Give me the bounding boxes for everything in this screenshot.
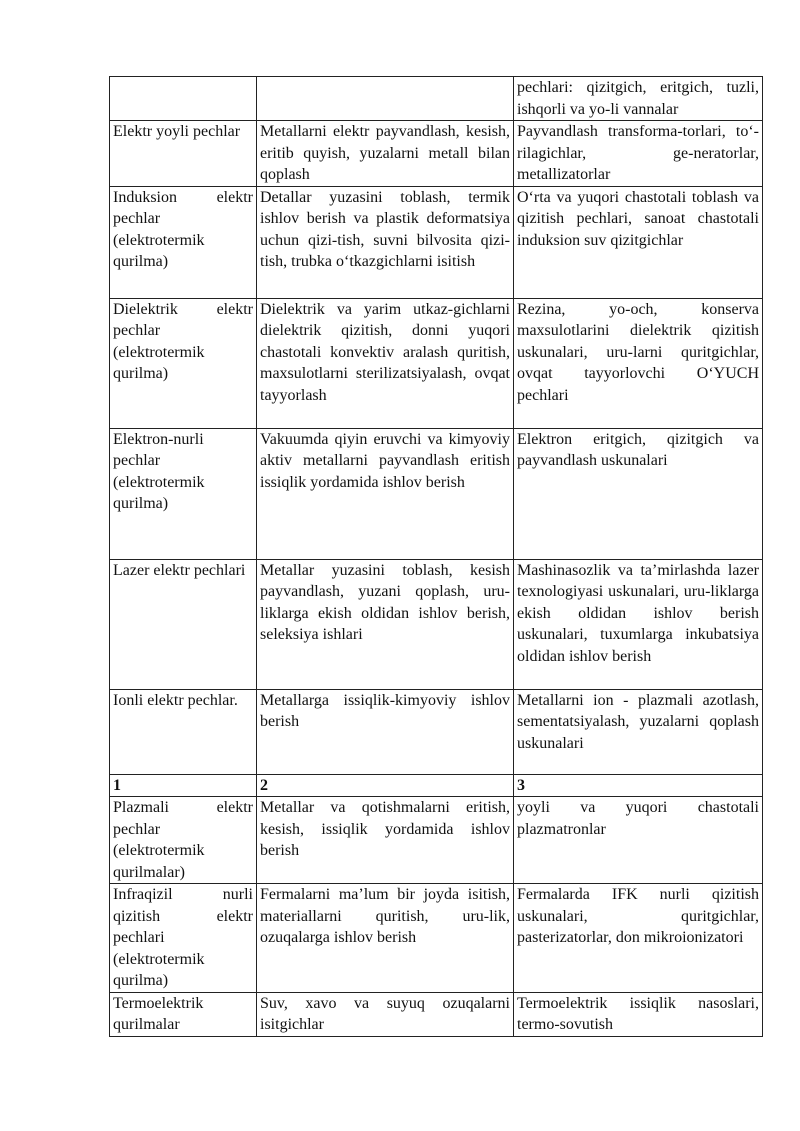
table-cell-equipment: O‘rta va yuqori chastotali toblash va qizitish pechlari, sanoat chastotali induksion suv qizitgichlar [514,186,763,298]
table-row [110,77,763,121]
table-row [110,121,763,187]
table-cell-equipment: Mashinasozlik va ta’mirlashda lazer texnologiyasi uskunalari, uru-liklarga ekish oldidan ishlov berish uskunalari, tuxumlarga inkubatsiya oldidan ishlov berish [514,559,763,689]
table-cell-equipment: Metallarni ion - plazmali azotlash, sementatsiyalash, yuzalarni qoplash uskunalari [514,689,763,774]
table-cell-type: Induksion elektr pechlar (elektrotermik qurilma) [110,186,257,298]
table-cell-application: Metallarga issiqlik-kimyoviy ishlov berish [257,689,514,774]
table-cell-application: Detallar yuzasini toblash, termik ishlov berish va plastik deformatsiya uchun qizi-tish, suvni bilvosita qizi-tish, trubka o‘tkazgichlarni isitish [257,186,514,298]
table-cell-application: Metallarni elektr payvandlash, kesish, eritib quyish, yuzalarni metall bilan qoplash [257,121,514,187]
table-cell-application: Dielektrik va yarim utkaz-gichlarni dielektrik qizitish, donni yuqori chastotali konvektiv aralash quritish, maxsulotlarni sterilizatsiyalash, ovqat tayyorlash [257,298,514,428]
table-cell-equipment: Fermalarda IFK nurli qizitish uskunalari, quritgichlar, pasterizatorlar, don mikroionizatori [514,884,763,993]
table-row [110,298,763,428]
table-cell-application: Metallar yuzasini toblash, kesish payvandlash, yuzani qoplash, uru-liklarga ekish oldidan ishlov berish, seleksiya ishlari [257,559,514,689]
table-cell-equipment: yoyli va yuqori chastotali plazmatronlar [514,797,763,884]
table-cell-type [110,77,257,121]
table-cell-application [257,77,514,121]
column-number: 3 [514,774,763,797]
column-number: 2 [257,774,514,797]
table-row [110,428,763,559]
table-cell-application: Suv, xavo va suyuq ozuqalarni isitgichlar [257,992,514,1036]
table-cell-equipment: pechlari: qizitgich, eritgich, tuzli, ishqorli va yo-li vannalar [514,77,763,121]
column-number: 1 [110,774,257,797]
table-row [110,884,763,993]
table-cell-type: Lazer elektr pechlari [110,559,257,689]
table-row [110,689,763,774]
table-cell-application: Vakuumda qiyin eruvchi va kimyoviy aktiv metallarni payvandlash eritish issiqlik yordamida ishlov berish [257,428,514,559]
table-header-row [110,774,763,797]
table-cell-type: Ionli elektr pechlar. [110,689,257,774]
table-cell-equipment: Elektron eritgich, qizitgich va payvandlash uskunalari [514,428,763,559]
equipment-table [109,76,763,1037]
table-row [110,992,763,1036]
table-cell-application: Fermalarni ma’lum bir joyda isitish, materiallarni quritish, uru-lik, ozuqalarga ishlov berish [257,884,514,993]
table-row [110,559,763,689]
table-cell-equipment: Payvandlash transforma-torlari, to‘-rilagichlar, ge-neratorlar, metallizatorlar [514,121,763,187]
table-cell-application: Metallar va qotishmalarni eritish, kesish, issiqlik yordamida ishlov berish [257,797,514,884]
table-cell-type: Termoelektrik qurilmalar [110,992,257,1036]
table-cell-type: Dielektrik elektr pechlar (elektrotermik qurilma) [110,298,257,428]
table-row [110,186,763,298]
table-cell-equipment: Termoelektrik issiqlik nasoslari, termo-sovutish [514,992,763,1036]
table-cell-type: Elektr yoyli pechlar [110,121,257,187]
table-row [110,797,763,884]
table-cell-type: Plazmali elektr pechlar (elektrotermik qurilmalar) [110,797,257,884]
table-cell-equipment: Rezina, yo-och, konserva maxsulotlarini dielektrik qizitish uskunalari, uru-larni quritgichlar, ovqat tayyorlovchi O‘YUCH pechlari [514,298,763,428]
table-cell-type: Infraqizil nurli qizitish elektr pechlari (elektrotermik qurilma) [110,884,257,993]
table-cell-type: Elektron-nurli pechlar (elektrotermik qurilma) [110,428,257,559]
